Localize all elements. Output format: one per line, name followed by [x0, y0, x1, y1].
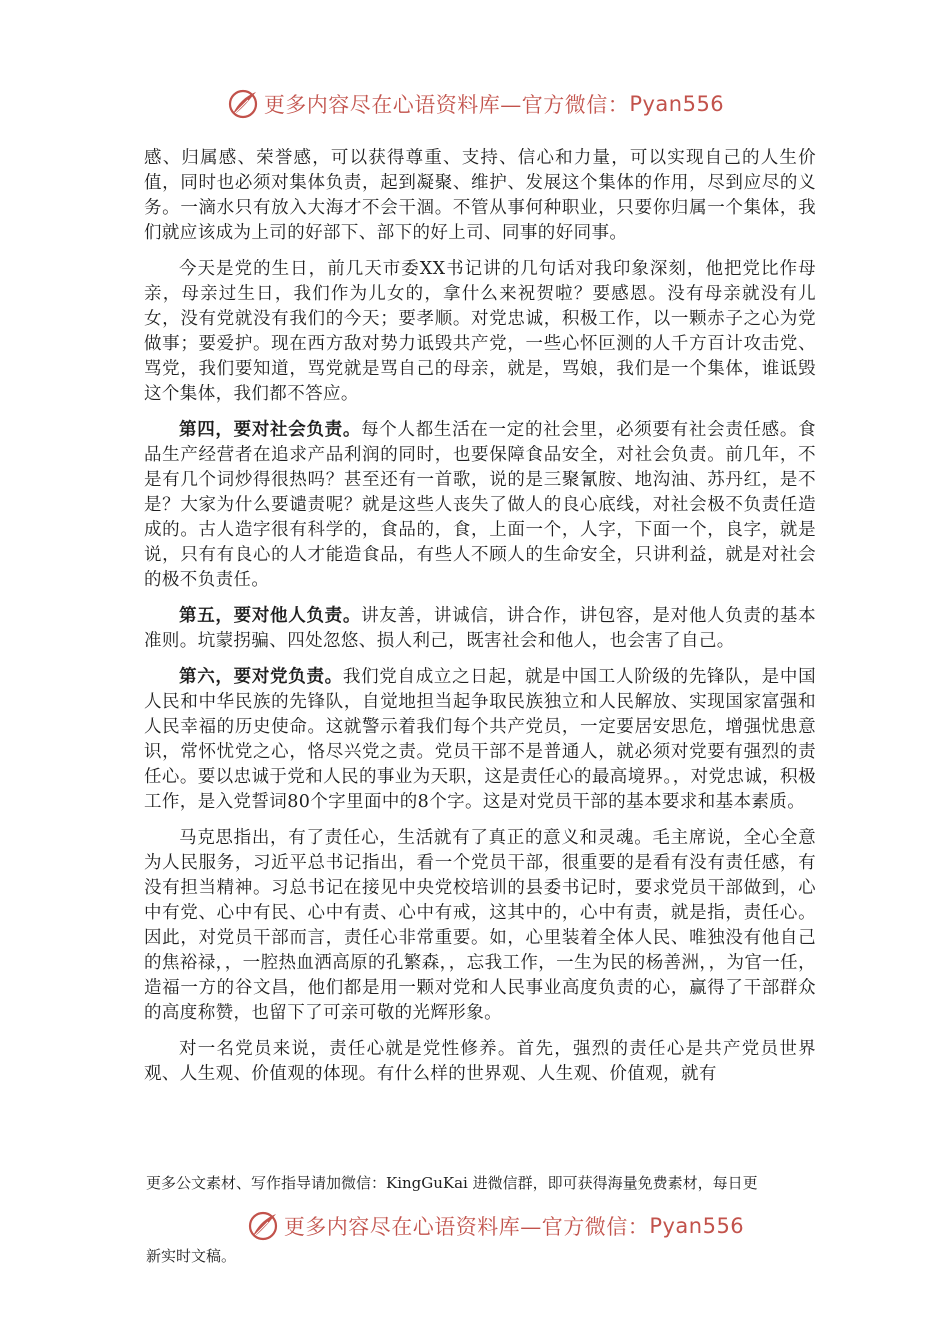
header-banner	[0, 84, 950, 124]
banner-text: 更多内容尽在心语资料库—官方微信：	[263, 93, 630, 117]
feather-quill-icon	[246, 1209, 280, 1243]
paragraph-text: 今天是党的生日，前几天市委XX书记讲的几句话对我印象深刻，他把党比作母亲，母亲过生日，我们作为儿女的，拿什么来祝贺啦？要感恩。没有母亲就没有儿女，没有党就没有我们的今天；要孝顺。对党忠诚，积极工作，以一颗赤子之心为党做事；要爱护。现在西方敌对势力诋毁共产党，一些心怀叵测的人千方百计攻击党、骂党，我们要知道，骂党就是骂自己的母亲，就是，骂娘，我们是一个集体，谁诋毁这个集体，我们都不答应。	[144, 259, 816, 404]
paragraph-1	[144, 146, 816, 246]
section-heading: 第五，要对他人负责。	[179, 606, 362, 626]
paragraph-text: 我们党自成立之日起，就是中国工人阶级的先锋队，是中国人民和中华民族的先锋队，自觉地担当起争取民族独立和人民解放、实现国家富强和人民幸福的历史使命。这就警示着我们每个共产党员，一定要居安思危，增强忧患意识，常怀忧党之心，恪尽兴党之责。党员干部不是普通人，就必须对党要有强烈的责任心。要以忠诚于党和人民的事业为天职，这是责任心的最高境界。，对党忠诚，积极工作，是入党誓词80个字里面中的8个字。这是对党员干部的基本要求和基本素质。	[144, 667, 816, 812]
paragraph-text: 对一名党员来说，责任心就是党性修养。首先，强烈的责任心是共产党员世界观、人生观、价值观的体现。有什么样的世界观、人生观、价值观，就有	[144, 1039, 816, 1084]
paragraph-text: 讲友善，讲诚信，讲合作，讲包容，是对他人负责的基本准则。坑蒙拐骗、四处忽悠、损人利己，既害社会和他人，也会害了自己。	[144, 606, 817, 651]
document-body	[144, 146, 816, 1098]
banner-wechat-id: Pyan556	[649, 1214, 745, 1238]
paragraph-7	[144, 1037, 816, 1087]
banner-wechat-id: Pyan556	[629, 92, 725, 116]
paragraph-text: 感、归属感、荣誉感，可以获得尊重、支持、信心和力量，可以实现自己的人生价值，同时也必须对集体负责，起到凝聚、维护、发展这个集体的作用，尽到应尽的义务。一滴水只有放入大海才不会干涸。不管从事何种职业，只要你归属一个集体，我们就应该成为上司的好部下、部下的好上司、同事的好同事。	[144, 148, 816, 243]
section-heading: 第四，要对社会负责。	[179, 420, 362, 440]
paragraph-text: 每个人都生活在一定的社会里，必须要有社会责任感。食品生产经营者在追求产品利润的同时，也要保障食品安全，对社会负责。前几年，不是有几个词炒得很热吗？甚至还有一首歌，说的是三聚氰胺、地沟油、苏丹红，是不是？大家为什么要谴责呢？就是这些人丧失了做人的良心底线，对社会极不负责任造成的。古人造字很有科学的，食品的，食，上面一个，人字，下面一个，良字，就是说，只有有良心的人才能造食品，有些人不顾人的生命安全，只讲利益，就是对社会的极不负责任。	[144, 420, 817, 590]
paragraph-6	[144, 826, 816, 1026]
section-heading: 第六，要对党负责。	[179, 667, 343, 687]
banner-text: 更多内容尽在心语资料库—官方微信：	[283, 1215, 650, 1239]
paragraph-5	[144, 665, 816, 815]
footer-promo-continued: 新实时文稿。	[146, 1247, 237, 1265]
feather-quill-icon	[226, 87, 260, 121]
paragraph-3	[144, 418, 816, 593]
footer-banner	[20, 1206, 950, 1246]
paragraph-4	[144, 604, 816, 654]
footer-promo-line: 更多公文素材、写作指导请加微信：KingGuKai 进微信群，即可获得海量免费素材，每日更	[146, 1174, 758, 1192]
paragraph-text: 马克思指出，有了责任心，生活就有了真正的意义和灵魂。毛主席说，全心全意为人民服务，习近平总书记指出，看一个党员干部，很重要的是看有没有责任感，有没有担当精神。习总书记在接见中央党校培训的县委书记时，要求党员干部做到，心中有党、心中有民、心中有责、心中有戒，这其中的，心中有责，就是指，责任心。因此，对党员干部而言，责任心非常重要。如，心里装着全体人民、唯独没有他自己的焦裕禄，，一腔热血洒高原的孔繁森，，忘我工作，一生为民的杨善洲，，为官一任，造福一方的谷文昌，他们都是用一颗对党和人民事业高度负责的心，赢得了干部群众的高度称赞，也留下了可亲可敬的光辉形象。	[144, 828, 816, 1023]
paragraph-2	[144, 257, 816, 407]
